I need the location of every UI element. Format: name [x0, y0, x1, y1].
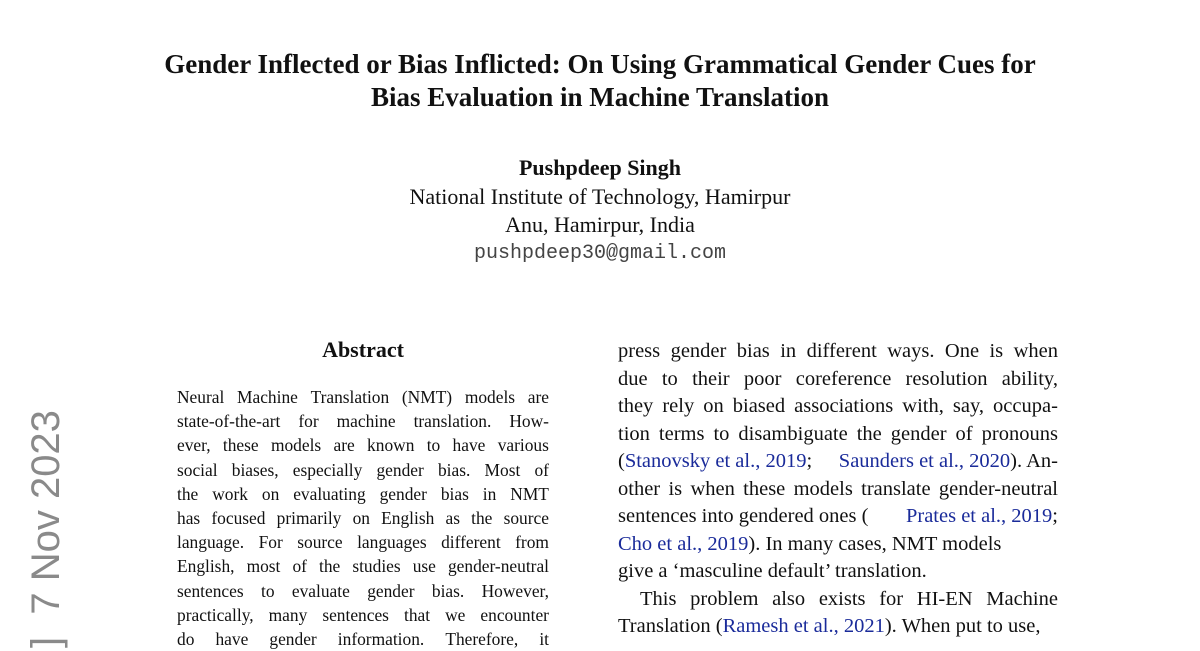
abstract-word: gender	[269, 629, 317, 650]
abstract-word: evaluating	[293, 483, 366, 504]
abstract-word: use	[412, 556, 436, 577]
abstract-word: biases,	[231, 459, 279, 480]
abstract-word: on	[261, 483, 280, 504]
abstract-body	[177, 385, 549, 651]
abstract-word: However,	[481, 580, 549, 601]
body-word: when	[1013, 340, 1058, 362]
body-word: occupa-	[993, 395, 1058, 417]
abstract-word: bias.	[437, 459, 471, 480]
abstract-word: English	[381, 508, 435, 529]
citation-link[interactable]: Ramesh et al., 2021	[722, 615, 885, 637]
abstract-word: do	[177, 629, 195, 650]
body-word: due	[618, 367, 648, 390]
author-affiliation: National Institute of Technology, Hamirpur	[409, 183, 791, 209]
abstract-word: gender	[379, 483, 427, 504]
body-line	[618, 393, 1058, 421]
abstract-line	[177, 482, 549, 506]
abstract-word: are	[527, 387, 549, 407]
abstract-word: translation.	[413, 411, 492, 432]
body-word: gender	[670, 340, 727, 362]
abstract-word: many	[268, 604, 308, 625]
abstract-word: ever,	[177, 435, 211, 456]
abstract-word: For	[258, 532, 283, 553]
body-word: translate	[861, 477, 931, 500]
abstract-line	[177, 579, 549, 603]
abstract-word: encounter	[480, 604, 549, 625]
body-line	[618, 476, 1058, 504]
body-word: coreference	[795, 367, 892, 390]
abstract-word: gender-neutral	[447, 556, 549, 577]
abstract-word: from	[515, 532, 549, 553]
abstract-word: practically,	[177, 604, 254, 625]
body-line: give a ‘masculine default’ translation.	[618, 560, 927, 582]
abstract-word: How-	[509, 411, 549, 432]
abstract-heading: Abstract	[322, 337, 404, 362]
body-word: press	[618, 340, 661, 362]
abstract-word: it	[539, 629, 549, 650]
body-word: associations	[794, 395, 894, 417]
body-word: is	[668, 477, 683, 500]
abstract-word: focused	[211, 508, 266, 529]
abstract-word: information.	[337, 629, 425, 650]
citation-link[interactable]: Cho et al., 2019	[618, 532, 749, 555]
body-word: resolution	[905, 367, 988, 390]
abstract-line	[177, 530, 549, 554]
body-word: they	[618, 395, 654, 417]
abstract-word: Neural	[177, 387, 225, 407]
abstract-word: these	[222, 435, 259, 456]
abstract-word: Translation	[310, 387, 390, 407]
body-line	[618, 586, 1058, 614]
abstract-word: that	[403, 604, 431, 625]
abstract-word: models	[270, 435, 322, 456]
abstract-word: as	[445, 508, 460, 529]
body-word: Machine	[986, 587, 1058, 610]
abstract-word: models	[464, 387, 516, 407]
abstract-word: social	[177, 459, 218, 480]
author-block	[0, 154, 1200, 268]
title-line-1: Gender Inflected or Bias Inflicted: On Using Grammatical Gender Cues for	[164, 49, 1036, 79]
body-word: in	[780, 340, 797, 362]
abstract-word: for	[298, 411, 319, 432]
author-name: Pushpdeep Singh	[518, 155, 682, 180]
body-word: to	[661, 367, 678, 390]
abstract-line	[177, 554, 549, 578]
body-line	[618, 338, 1058, 366]
body-word: gender	[890, 422, 947, 445]
abstract-word: Most	[484, 459, 521, 480]
abstract-word: the	[177, 483, 199, 504]
body-line	[618, 366, 1058, 394]
abstract-word: on	[352, 508, 370, 529]
body-word: ways.	[887, 340, 935, 362]
abstract-word: various	[497, 435, 549, 456]
body-word: the	[856, 422, 882, 445]
title-line-2: Bias Evaluation in Machine Translation	[370, 82, 830, 112]
abstract-word: has	[177, 508, 201, 529]
body-word: models	[793, 477, 853, 500]
body-word: when	[690, 477, 735, 500]
body-word: This	[640, 587, 677, 610]
body-word: tion	[618, 422, 650, 445]
body-word: poor	[743, 367, 782, 390]
abstract-line	[177, 433, 549, 457]
author-location: Anu, Hamirpur, India	[505, 212, 695, 237]
body-word: is	[989, 340, 1004, 362]
abstract-word: gender	[376, 459, 424, 480]
body-word: terms	[658, 422, 705, 445]
body-line: sentences into gendered ones ( Prates et al., 2019;	[618, 505, 1058, 527]
body-word: ability,	[1001, 367, 1058, 390]
body-word: say,	[952, 395, 985, 417]
body-word: for	[879, 587, 904, 610]
abstract-line	[177, 506, 549, 530]
abstract-line	[177, 627, 549, 651]
abstract-word: sentences	[322, 604, 389, 625]
abstract-word: Therefore,	[445, 629, 519, 650]
body-word: biased	[732, 395, 786, 417]
abstract-word: are	[333, 435, 355, 456]
abstract-line	[177, 385, 549, 409]
body-word: HI-EN	[916, 587, 973, 610]
body-word: with,	[902, 395, 944, 417]
body-word: on	[703, 395, 724, 417]
abstract-word: the	[471, 508, 493, 529]
abstract-word: language.	[177, 532, 245, 553]
body-word: gender-neutral	[938, 477, 1058, 500]
abstract-word: languages	[357, 532, 427, 553]
body-line: Cho et al., 2019). In many cases, NMT models	[618, 532, 1002, 555]
abstract-word: to	[426, 435, 441, 456]
citation-link[interactable]: Stanovsky et al., 2019	[624, 450, 807, 472]
body-word: disambiguate	[738, 422, 848, 445]
abstract-word: different	[441, 532, 501, 553]
abstract-line	[177, 603, 549, 627]
abstract-line	[177, 458, 549, 482]
body-word: of	[955, 422, 973, 445]
abstract-word: primarily	[276, 508, 342, 529]
body-word: also	[772, 587, 806, 610]
author-email[interactable]: pushpdeep30@gmail.com	[473, 241, 727, 265]
abstract-word: most	[246, 556, 281, 577]
body-word: pronouns	[981, 422, 1058, 445]
abstract-word: we	[445, 604, 466, 625]
abstract-word: have	[215, 629, 249, 650]
abstract-word: sentences	[177, 580, 244, 601]
citation-link[interactable]: Prates et al., 2019	[905, 505, 1053, 527]
abstract-word: evaluate	[291, 580, 350, 601]
body-word: other	[618, 477, 661, 500]
abstract-word: gender	[367, 580, 415, 601]
abstract-word: bias.	[431, 580, 465, 601]
body-word: to	[713, 422, 730, 445]
abstract-line	[177, 409, 549, 433]
abstract-word: machine	[336, 411, 396, 432]
abstract-word: English,	[177, 556, 235, 577]
abstract-word: bias	[440, 483, 469, 504]
abstract-word: source	[297, 532, 343, 553]
abstract-word: source	[503, 508, 549, 529]
abstract-word: the	[319, 556, 341, 577]
abstract-word: of	[292, 556, 307, 577]
abstract-word: state-of-the-art	[177, 411, 281, 432]
body-line	[618, 421, 1058, 449]
abstract-word: (NMT)	[401, 387, 453, 407]
body-line: (Stanovsky et al., 2019; Saunders et al., 2020). An-	[618, 450, 1058, 472]
citation-link[interactable]: Saunders et al., 2020	[838, 450, 1011, 472]
abstract-word: especially	[292, 459, 363, 480]
body-word: their	[692, 367, 730, 390]
body-word: problem	[690, 587, 759, 610]
abstract-word: to	[261, 580, 275, 601]
abstract-word: work	[212, 483, 248, 504]
body-line: Translation (Ramesh et al., 2021). When put to use,	[618, 615, 1041, 637]
body-word: these	[743, 477, 786, 500]
body-word: bias	[736, 340, 770, 362]
abstract-word: have	[452, 435, 486, 456]
abstract-word: of	[534, 459, 549, 480]
abstract-word: NMT	[510, 483, 549, 504]
body-word: different	[806, 340, 877, 362]
body-word: rely	[662, 395, 695, 417]
abstract-word: in	[482, 483, 497, 504]
body-word: exists	[818, 587, 866, 610]
body-right-column	[618, 338, 1058, 641]
abstract-word: Machine	[237, 387, 298, 407]
paper-title	[0, 48, 1200, 114]
abstract-word: studies	[352, 556, 401, 577]
body-word: One	[944, 340, 980, 362]
abstract-word: known	[367, 435, 415, 456]
arxiv-side-stamp: ] 7 Nov 2023	[24, 410, 68, 648]
